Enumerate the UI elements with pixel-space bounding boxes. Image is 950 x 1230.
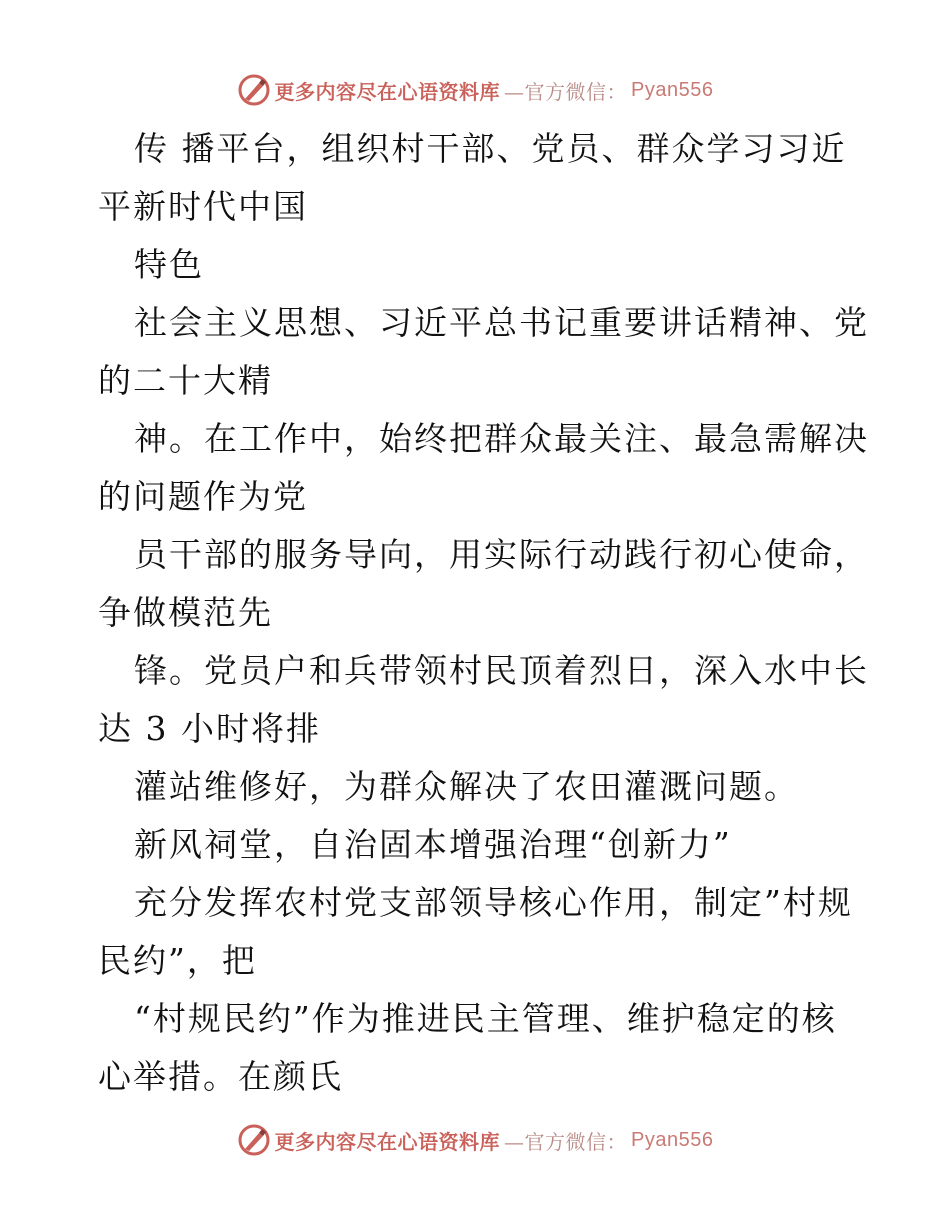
text-line: 特色 [134,245,204,284]
text-line: 平新时代中国 [98,187,308,226]
watermark-wechat-id: Pyan556 [631,1128,714,1151]
text-line: 的二十大精 [98,361,273,400]
watermark-separator: —官方微信： [504,79,628,104]
text-line: 传 播平台，组织村干部、党员、群众学习习近 [134,129,847,168]
text-line: “村规民约”作为推进民主管理、维护稳定的核 [134,999,837,1038]
header-watermark [0,70,950,110]
watermark-title: 更多内容尽在心语资料库 [274,1129,501,1154]
watermark-title: 更多内容尽在心语资料库 [274,79,501,104]
text-line: 神。在工作中，始终把群众最关注、最急需解决 [134,419,869,458]
footer-watermark [0,1120,950,1160]
document-body [98,120,869,1106]
pen-logo-icon [237,73,271,107]
text-line: 争做模范先 [98,593,273,632]
text-line: 民约”，把 [98,941,257,980]
text-line: 的问题作为党 [98,477,308,516]
text-line: 达 3 小时将排 [98,709,321,748]
text-line: 锋。党员户和兵带领村民顶着烈日，深入水中长 [134,651,869,690]
text-line: 新风祠堂，自治固本增强治理“创新力” [134,825,732,864]
text-line: 灌站维修好，为群众解决了农田灌溉问题。 [134,767,799,806]
text-line: 充分发挥农村党支部领导核心作用，制定”村规 [134,883,853,922]
watermark-separator: —官方微信： [504,1129,628,1154]
pen-logo-icon [237,1123,271,1157]
text-line: 心举措。在颜氏 [98,1057,343,1096]
watermark-wechat-id: Pyan556 [631,78,714,101]
text-line: 员干部的服务导向，用实际行动践行初心使命， [134,535,869,574]
text-line: 社会主义思想、习近平总书记重要讲话精神、党 [134,303,869,342]
